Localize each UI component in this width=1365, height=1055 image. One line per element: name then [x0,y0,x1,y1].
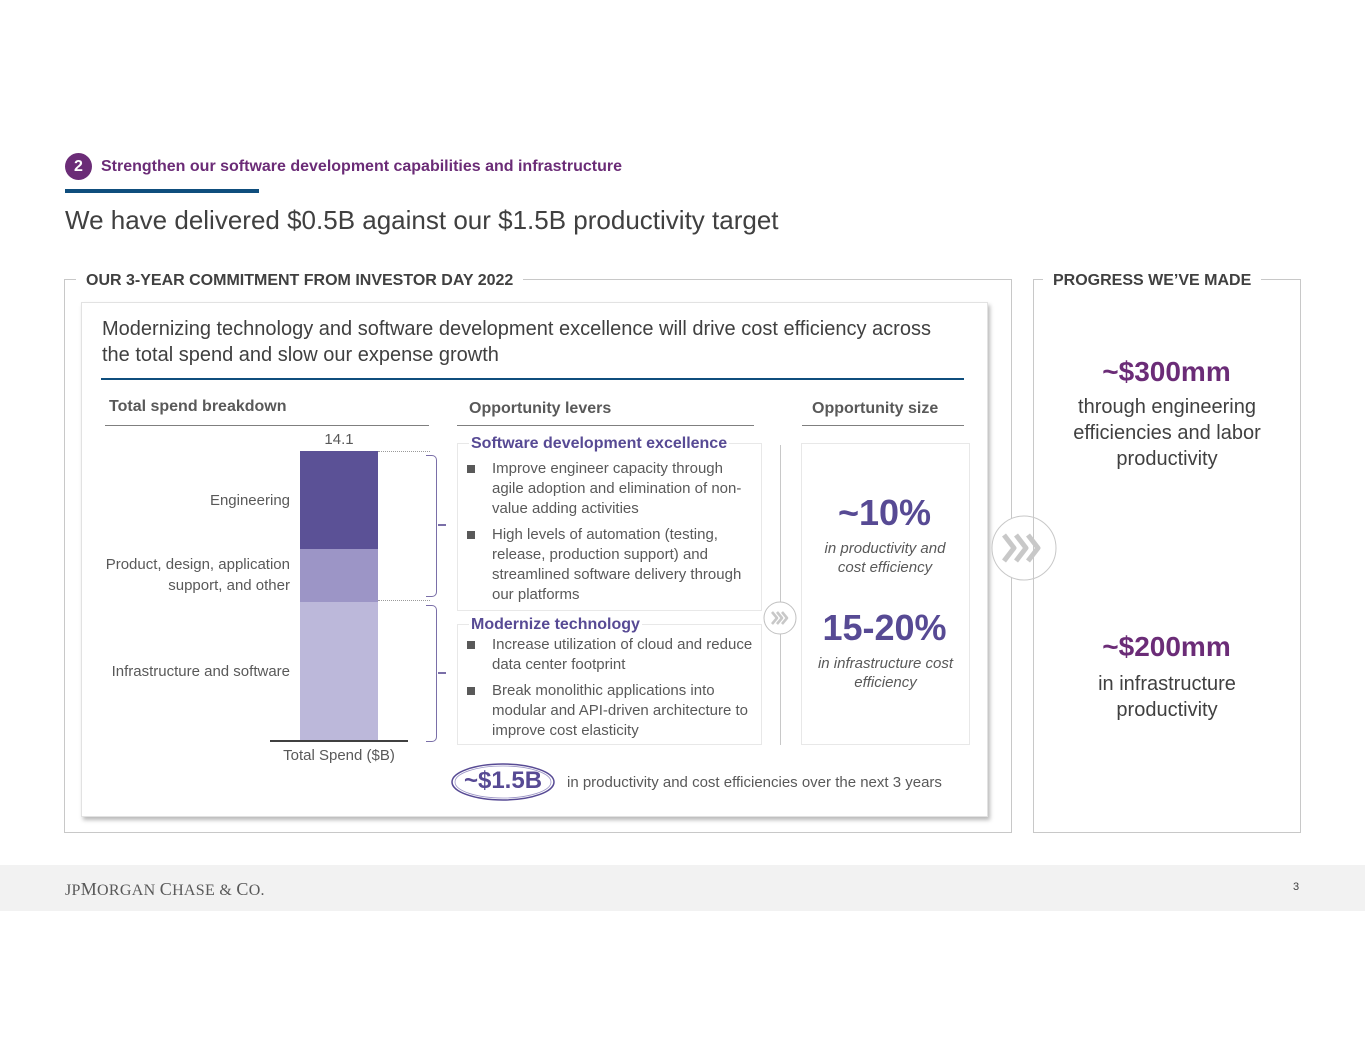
bracket-tick-software-dev [438,524,446,526]
progress-value-2: ~$200mm [1102,631,1231,662]
bar-segment-product-design [300,549,378,602]
section-title: Strengthen our software development capabilities and infrastructure [101,158,622,175]
levers-size-divider [780,445,781,745]
bullet-marker [467,687,475,695]
progress-caption-2: in infrastructure productivity [1098,673,1236,721]
target-value: ~$1.5B [463,767,543,794]
segment-label-engineering: Engineering [209,492,290,509]
segment-label-infrastructure: Infrastructure and software [111,663,290,680]
page-number: 3 [1293,881,1300,893]
progress-panel-label: PROGRESS WE’VE MADE [1043,272,1261,290]
bracket-tick-modernize [438,672,446,674]
levers-heading: Opportunity levers [469,400,612,417]
levers-heading-rule [457,425,754,426]
bracket-software-dev [426,455,437,597]
size-value-1: ~10% [837,492,932,533]
commitment-panel-label: OUR 3-YEAR COMMITMENT FROM INVESTOR DAY 2022 [76,272,523,290]
size-heading: Opportunity size [812,400,939,417]
target-caption: in productivity and cost efficiencies over the next 3 years [567,774,942,791]
size-heading-rule [802,425,964,426]
guide-top [378,451,430,452]
lever-bullet: High levels of automation (testing, release, production support) and streamlined software delivery through our platforms [492,526,742,603]
intro-divider [101,378,964,380]
progress-caption-1: through engineering efficiencies and labor productivity [1073,396,1261,470]
spend-heading: Total spend breakdown [109,398,287,415]
bar-segment-engineering [300,451,378,549]
size-caption-1: in productivity and cost efficiency [824,540,946,576]
commitment-intro: Modernizing technology and software development excellence will drive cost efficiency across the total spend and slow our expense growth [102,318,931,366]
bullet-marker [467,531,475,539]
lever-title-modernize: Modernize technology [471,616,640,633]
size-value-2: 15-20% [822,607,947,648]
small-chevron-circle [763,601,797,635]
size-caption-2: in infrastructure cost efficiency [817,655,954,691]
bullet-marker [467,641,475,649]
chevron-right-icon [763,601,797,635]
spend-heading-rule [105,425,429,426]
lever-title-software-dev: Software development excellence [471,435,728,452]
bar-segment-infrastructure [300,602,378,741]
bar-axis-label: Total Spend ($B) [283,747,395,764]
segment-label-product-design: Product, design, application support, and other [105,556,290,594]
bullet-marker [467,465,475,473]
lever-bullet: Break monolithic applications into modular and API-driven architecture to improve cost elasticity [492,682,748,739]
page-headline: We have delivered $0.5B against our $1.5B productivity target [65,205,779,235]
bar-baseline [270,740,408,742]
guide-middle [378,600,430,601]
lever-bullet: Improve engineer capacity through agile adoption and elimination of non-value adding activities [492,460,742,517]
company-logo: JPMORGAN CHASE & CO. [65,879,265,899]
section-number-badge: 2 [65,153,92,180]
bracket-modernize [426,605,437,742]
size-box [801,443,970,745]
title-underline [65,189,259,193]
bar-total-label: 14.1 [324,431,354,448]
progress-value-1: ~$300mm [1102,356,1231,387]
stacked-bar [300,451,378,741]
lever-bullet: Increase utilization of cloud and reduce data center footprint [492,636,753,673]
